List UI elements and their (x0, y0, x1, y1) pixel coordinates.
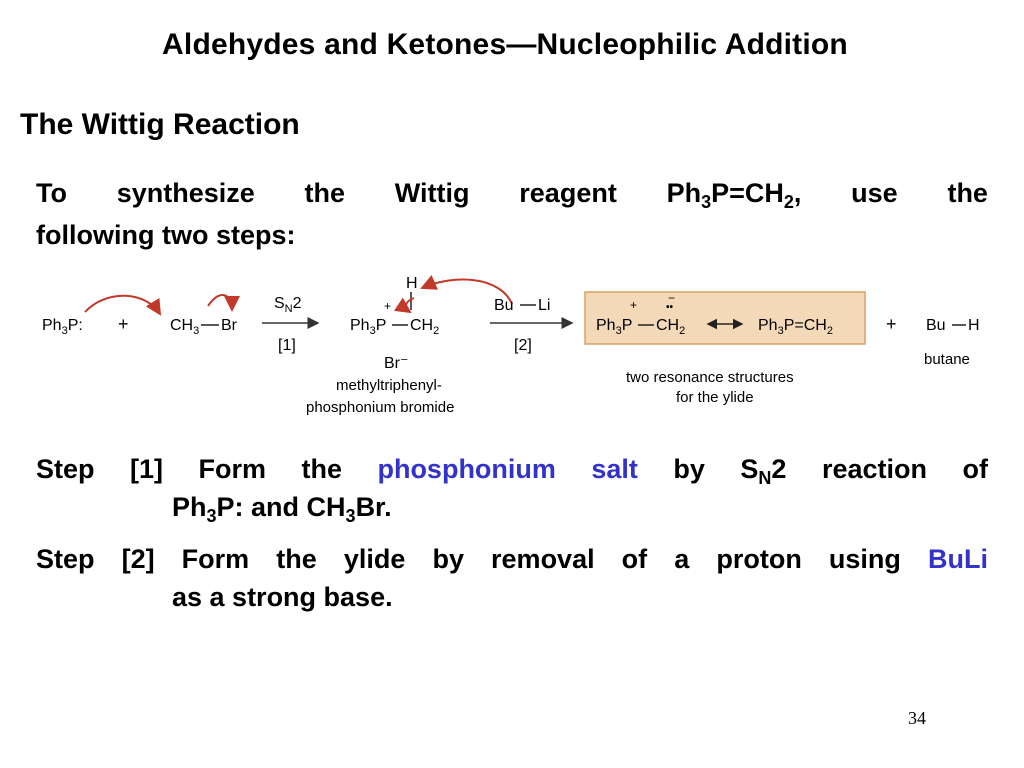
svg-text:butane: butane (924, 351, 970, 368)
intro-word: use (851, 178, 898, 208)
svg-text:Br⁻: Br⁻ (384, 355, 409, 372)
svg-text:[1]: [1] (278, 337, 296, 354)
svg-text:CH3: $CH_3$ (170, 317, 200, 337)
svg-text:H: H (406, 275, 418, 292)
svg-text:Li: Li (538, 297, 551, 314)
intro-word: synthesize (116, 178, 255, 208)
svg-text:+: + (630, 298, 638, 312)
svg-text:H: H (968, 317, 980, 334)
svg-text:phosphonium bromide: phosphonium bromide (306, 399, 455, 416)
svg-text:−: − (668, 291, 676, 305)
section-heading: The Wittig Reaction (20, 108, 300, 141)
plus-sign: + (118, 314, 129, 334)
intro-word: Wittig (394, 178, 470, 208)
bond-electron-arrow (406, 298, 414, 312)
sn2-term: $S_N2$ (740, 454, 787, 488)
svg-text:CH2: $CH_2$ (656, 317, 686, 337)
phosphonium-salt-highlight: phosphonium salt (377, 454, 638, 484)
wittig-reagent-formula: $Ph_3P=CH_2$, (666, 178, 802, 212)
wittig-reagent-scheme (30, 268, 990, 428)
step-2-line-1: Step [2] Form the ylide by removal of a proton using BuLi (36, 544, 988, 574)
svg-text:Ph3P: $Ph_3P$ (350, 317, 387, 337)
butane (924, 317, 980, 368)
step-2-line-2: as a strong base. (172, 582, 393, 612)
svg-text:Bu: Bu (926, 317, 946, 334)
step-1-arrow (262, 295, 318, 354)
triphenylphosphine (42, 317, 83, 337)
ylide-caption-line-2: for the ylide (676, 389, 754, 406)
step-1-line-1: Step [1] Form the phosphonium salt by $S_N2$ reaction of (36, 454, 988, 488)
svg-text:••: •• (666, 302, 674, 313)
intro-word: the (304, 178, 346, 208)
leaving-group-arrow (208, 295, 232, 310)
nucleophile-arrow (85, 296, 160, 314)
intro-line-2: following two steps: (36, 220, 296, 250)
intro-word: the (947, 178, 988, 208)
svg-text:SN2: $S_N2$ (274, 295, 302, 315)
phosphonium-salt (306, 275, 454, 416)
intro-paragraph (36, 172, 988, 256)
svg-text:Ph3P=CH2: $Ph_3P=CH_2$ (758, 317, 833, 337)
step-2-arrow (490, 297, 572, 354)
intro-line-1 (36, 172, 988, 214)
intro-word: To (36, 178, 67, 208)
methyl-bromide (170, 317, 238, 337)
svg-text:Ph3P: $Ph_3P$ (596, 317, 633, 337)
plus-sign: + (886, 314, 897, 334)
svg-text:+: + (384, 299, 392, 313)
svg-text:Bu: Bu (494, 297, 514, 314)
svg-text:[2]: [2] (514, 337, 532, 354)
svg-text:CH2: $CH_2$ (410, 317, 440, 337)
step-1-line-2: $Ph_3P$: and $CH_3Br$. (172, 492, 392, 526)
svg-text:Br: Br (221, 317, 237, 334)
step-2-text (36, 540, 988, 616)
buli-highlight: BuLi (927, 544, 988, 574)
slide-title: Aldehydes and Ketones—Nucleophilic Addition (162, 28, 848, 61)
page-number: 34 (908, 708, 926, 728)
svg-text:methyltriphenyl-: methyltriphenyl- (336, 377, 442, 394)
step-1-text (36, 450, 988, 526)
svg-text:Ph3P:: $Ph_3P$: (42, 317, 83, 337)
intro-word: reagent (519, 178, 617, 208)
ylide-caption-line-1: two resonance structures (626, 369, 794, 386)
